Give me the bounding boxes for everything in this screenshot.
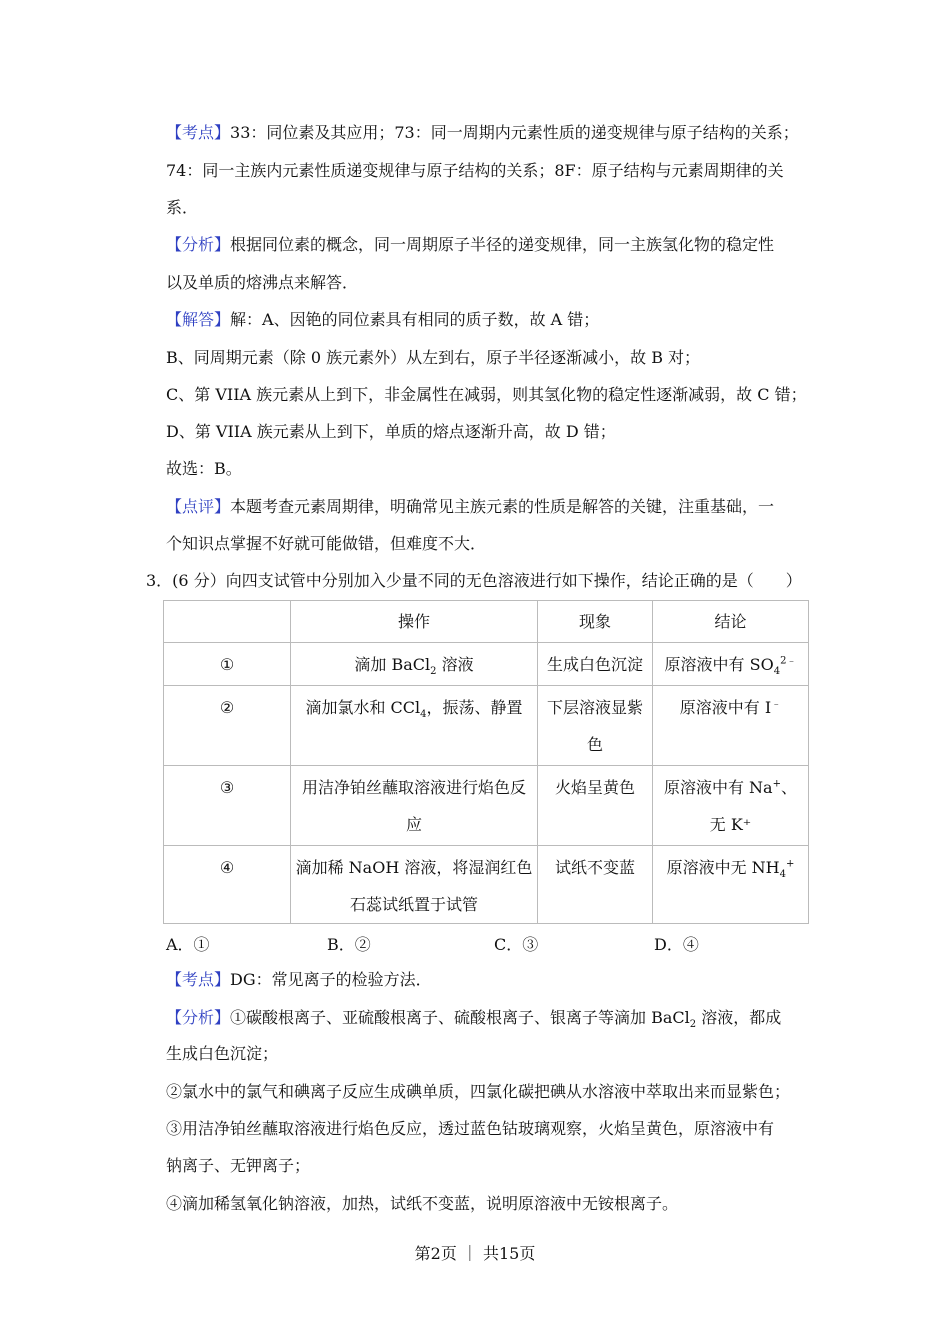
- text: DG：常见离子的检验方法．: [230, 970, 432, 989]
- phenomenon-cell: 火焰呈黄色: [538, 766, 653, 846]
- text-line: ②氯水中的氯气和碘离子反应生成碘单质，四氯化碳把碘从水溶液中萃取出来而显紫色；: [166, 1082, 791, 1101]
- operation-cell: 滴加 BaCl$_2$ 溶液: [291, 643, 538, 686]
- conclusion-cell: 原溶液中有 I﹣: [653, 686, 809, 766]
- header-cell: 操作: [291, 601, 538, 643]
- phenomenon-cell: 试纸不变蓝: [538, 846, 653, 924]
- header-cell: 结论: [653, 601, 809, 643]
- text-line: D、第 VIIA 族元素从上到下，单质的熔点逐渐升高，故 D 错；: [166, 422, 616, 441]
- text-line: 生成白色沉淀；: [166, 1044, 279, 1063]
- conclusion-cell: 原溶液中有 Na+、无 K⁺: [653, 766, 809, 846]
- row-number: ③: [164, 766, 291, 846]
- operation-cell: 滴加氯水和 CCl$_4$，振荡、静置: [291, 686, 538, 766]
- fenxi-line: [166, 235, 774, 255]
- text-line: C、第 VIIA 族元素从上到下，非金属性在减弱，则其氢化物的稳定性逐渐减弱，故 C 错；: [166, 385, 807, 404]
- row-number: ②: [164, 686, 291, 766]
- section-tag: 【点评】: [166, 497, 231, 516]
- row-number: ①: [164, 643, 291, 686]
- row-number: ④: [164, 846, 291, 924]
- dianping-line: [166, 497, 774, 517]
- section-tag: 【考点】: [166, 123, 231, 142]
- option-b: B．②: [327, 935, 371, 954]
- kaodian-line: [166, 123, 799, 143]
- fenxi-line: 【分析】①碳酸根离子、亚硫酸根离子、硫酸根离子、银离子等滴加 BaCl$_2$ 溶液，都成: [166, 1008, 782, 1031]
- text-line: 74：同一主族内元素性质递变规律与原子结构的关系；8F：原子结构与元素周期律的关: [166, 161, 784, 180]
- conclusion-cell: 原溶液中有 $SO_4^{2﹣}$: [653, 643, 809, 686]
- header-cell: [164, 601, 291, 643]
- text-line: 钠离子、无钾离子；: [166, 1156, 311, 1175]
- section-tag: 【分析】: [166, 1008, 231, 1027]
- phenomenon-cell: 生成白色沉淀: [538, 643, 653, 686]
- option-a: A．①: [166, 935, 210, 954]
- table-row: [164, 686, 809, 766]
- table-row: [164, 846, 809, 924]
- text: 33：同位素及其应用；73：同一周期内元素性质的递变规律与原子结构的关系；: [230, 123, 799, 142]
- text-line: 系．: [166, 198, 199, 217]
- option-c: C．③: [494, 935, 539, 954]
- text-line: 个知识点掌握不好就可能做错，但难度不大．: [166, 534, 487, 553]
- section-tag: 【分析】: [166, 235, 231, 254]
- text: 解：A、因铯的同位素具有相同的质子数，故 A 错；: [230, 310, 600, 329]
- jieda-line: [166, 310, 599, 330]
- text-line: ④滴加稀氢氧化钠溶液，加热，试纸不变蓝，说明原溶液中无铵根离子。: [166, 1194, 679, 1213]
- kaodian-line: [166, 970, 432, 990]
- conclusion-cell: 原溶液中无 $NH_4^+$: [653, 846, 809, 924]
- table-row: [164, 766, 809, 846]
- header-cell: 现象: [538, 601, 653, 643]
- table-header-row: [164, 601, 809, 643]
- text: 根据同位素的概念，同一周期原子半径的递变规律，同一主族氢化物的稳定性: [230, 235, 775, 254]
- text-line: 以及单质的熔沸点来解答．: [166, 273, 359, 292]
- option-d: D．④: [654, 935, 699, 954]
- text-line: B、同周期元素（除 0 族元素外）从左到右，原子半径逐渐减小，故 B 对；: [166, 348, 701, 367]
- text-line: 故选：B。: [166, 459, 242, 478]
- question-stem: 3．(6 分）向四支试管中分别加入少量不同的无色溶液进行如下操作，结论正确的是（ ）: [146, 571, 802, 590]
- operation-cell: 滴加稀 NaOH 溶液，将湿润红色石蕊试纸置于试管: [291, 846, 538, 924]
- text: 本题考查元素周期律，明确常见主族元素的性质是解答的关键，注重基础，一: [230, 497, 775, 516]
- table-row: [164, 643, 809, 686]
- phenomenon-cell: 下层溶液显紫色: [538, 686, 653, 766]
- experiment-table: [163, 600, 809, 924]
- text-line: ③用洁净铂丝蘸取溶液进行焰色反应，透过蓝色钴玻璃观察，火焰呈黄色，原溶液中有: [166, 1119, 775, 1138]
- section-tag: 【解答】: [166, 310, 231, 329]
- section-tag: 【考点】: [166, 970, 231, 989]
- operation-cell: 用洁净铂丝蘸取溶液进行焰色反应: [291, 766, 538, 846]
- page-footer: 第2页 ｜ 共15页: [414, 1244, 536, 1263]
